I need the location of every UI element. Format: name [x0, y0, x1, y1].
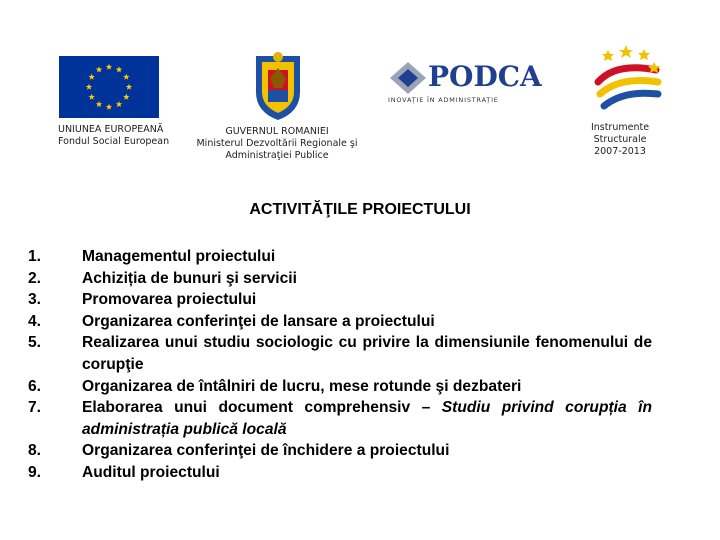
item-text [82, 397, 652, 440]
slide-title: ACTIVITĂŢILE PROIECTULUI [249, 201, 471, 218]
podca-logo [388, 58, 546, 108]
item-number: 5. [28, 334, 42, 352]
list-item [28, 332, 652, 375]
item-text: Promovarea proiectului [82, 291, 257, 309]
item-number: 7. [28, 399, 42, 417]
instrumente-structurale-caption [580, 122, 660, 158]
eu-flag-logo [59, 56, 159, 118]
podca-emblem-icon [388, 60, 428, 96]
podca-wordmark: PODCA [428, 60, 542, 93]
item-text-plain: Elaborarea unui document comprehensiv – [82, 399, 442, 417]
item-number: 8. [28, 442, 42, 460]
ministry-name-line1: Ministerul Dezvoltării Regionale şi [196, 138, 358, 149]
item-text: Achiziția de bunuri şi servicii [82, 269, 297, 287]
item-text-italic: Studiu privind corupția în administrația publică locală [82, 399, 652, 438]
item-text: Organizarea conferinţei de închidere a proiectului [82, 442, 450, 460]
item-text: Organizarea de întâlniri de lucru, mese rotunde şi dezbateri [82, 377, 522, 395]
list-item [28, 289, 652, 311]
item-number: 4. [28, 312, 42, 330]
government-caption [190, 126, 364, 162]
list-item [28, 311, 652, 333]
list-item [28, 246, 652, 268]
item-number: 9. [28, 463, 42, 481]
romania-coat-of-arms-logo [248, 48, 308, 122]
activity-list [28, 246, 652, 484]
item-text: Realizarea unui studiu sociologic cu privire la dimensiunile fenomenului de corupţie [82, 334, 652, 373]
item-number: 3. [28, 291, 42, 309]
eu-caption: UNIUNEA EUROPEANĂ Fondul Social European [58, 124, 170, 147]
ministry-name-line2: Administraţiei Publice [225, 150, 329, 161]
instrumente-structurale-logo [586, 42, 666, 118]
government-title: GUVERNUL ROMANIEI [225, 126, 329, 137]
item-text: Organizarea conferinţei de lansare a proiectului [82, 312, 435, 330]
item-number: 2. [28, 269, 42, 287]
list-item [28, 397, 652, 440]
item-number: 1. [28, 248, 42, 265]
is-caption-line3: 2007-2013 [594, 146, 646, 157]
item-number: 6. [28, 377, 42, 395]
is-caption-line1: Instrumente [590, 122, 650, 133]
is-caption-line2: Structurale [593, 134, 647, 145]
list-item [28, 462, 652, 484]
list-item [28, 268, 652, 290]
podca-tagline: INOVAȚIE ÎN ADMINISTRAȚIE [388, 96, 499, 104]
list-item [28, 440, 652, 462]
list-item [28, 376, 652, 398]
item-text: Auditul proiectului [82, 463, 220, 481]
item-text: Managementul proiectului [82, 248, 276, 265]
